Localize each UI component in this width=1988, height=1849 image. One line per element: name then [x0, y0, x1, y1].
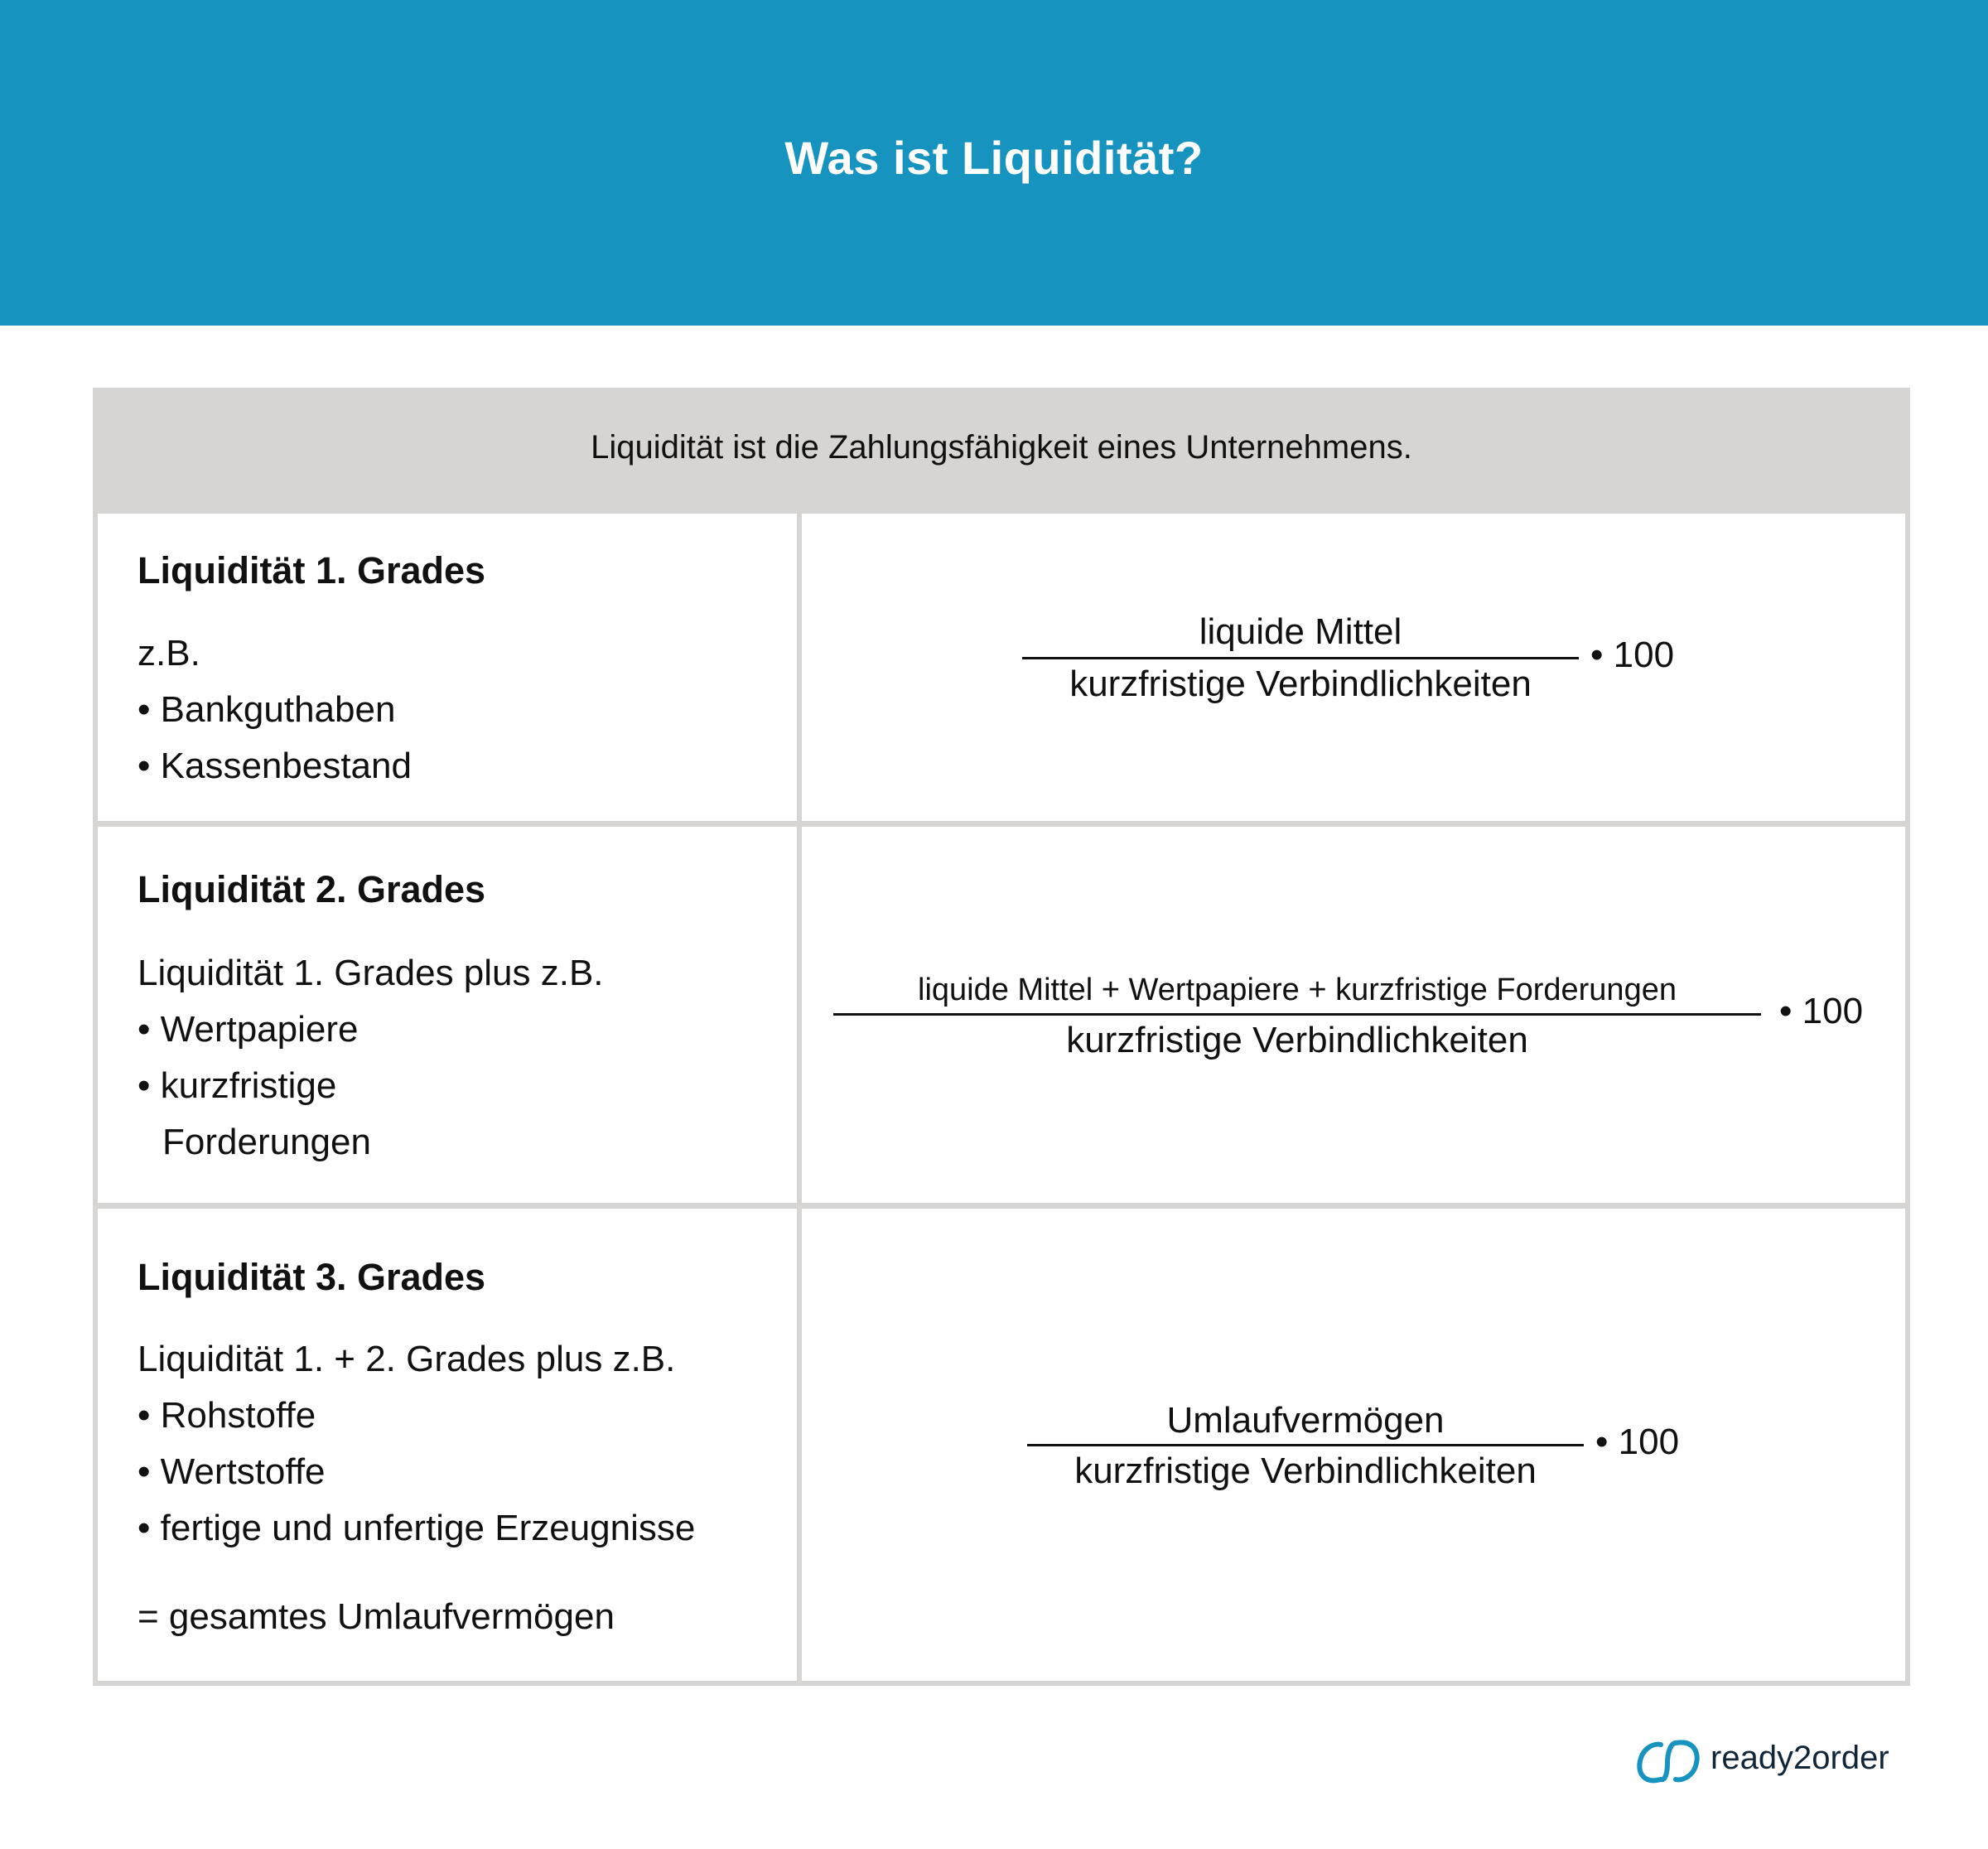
formula-denominator: kurzfristige Verbindlichkeiten: [1069, 664, 1532, 704]
column-divider: [797, 514, 802, 1685]
page-title: Was ist Liquidität?: [784, 132, 1204, 184]
row-2-title: Liquidität 2. Grades: [138, 868, 486, 910]
formula-multiplier: • 100: [1590, 635, 1675, 675]
row-3-summary: = gesamtes Umlaufvermögen: [138, 1596, 615, 1637]
fraction-bar: [833, 1013, 1761, 1016]
row-1-line: • Bankguthaben: [138, 689, 396, 730]
row-1-title: Liquidität 1. Grades: [138, 549, 486, 591]
formula-numerator: liquide Mittel: [1199, 611, 1402, 652]
row-3-title: Liquidität 3. Grades: [138, 1256, 486, 1298]
row-3-line: • Rohstoffe: [138, 1395, 316, 1436]
formula-denominator: kurzfristige Verbindlichkeiten: [1066, 1020, 1528, 1060]
formula-denominator: kurzfristige Verbindlichkeiten: [1074, 1451, 1537, 1491]
table-border-right: [1905, 514, 1910, 1685]
row-divider-2: [93, 1203, 1910, 1209]
row-3-line: • fertige und unfertige Erzeugnisse: [138, 1508, 696, 1548]
formula-numerator: Umlaufvermögen: [1166, 1400, 1445, 1441]
row-2-line: Liquidität 1. Grades plus z.B.: [138, 953, 604, 993]
row-3-line: • Wertstoffe: [138, 1451, 326, 1492]
fraction-bar: [1022, 657, 1579, 659]
formula-numerator: liquide Mittel + Wertpapiere + kurzfristige Forderungen: [918, 973, 1677, 1007]
intro-row: [93, 388, 1910, 514]
logo-wordmark: ready2order: [1711, 1740, 1889, 1776]
header-banner: [0, 0, 1988, 326]
table-border-left: [93, 514, 98, 1685]
intro-text: Liquidität ist die Zahlungsfähigkeit eines Unternehmens.: [591, 429, 1412, 466]
formula-multiplier: • 100: [1779, 991, 1864, 1031]
row-2-line: • kurzfristige: [138, 1065, 337, 1106]
fraction-bar: [1027, 1444, 1584, 1446]
ready2order-logo-icon: [1636, 1738, 1701, 1786]
row-2-line: • Wertpapiere: [138, 1009, 359, 1050]
table-border-bottom: [93, 1681, 1910, 1686]
row-2-line: Forderungen: [162, 1122, 371, 1162]
row-1-line: • Kassenbestand: [138, 746, 412, 786]
row-3-line: Liquidität 1. + 2. Grades plus z.B.: [138, 1339, 676, 1379]
row-1-line: z.B.: [138, 633, 200, 673]
brand-logo: [1636, 1738, 1909, 1788]
row-divider-1: [93, 821, 1910, 827]
formula-multiplier: • 100: [1595, 1422, 1680, 1462]
liquidity-table: [93, 388, 1910, 1685]
